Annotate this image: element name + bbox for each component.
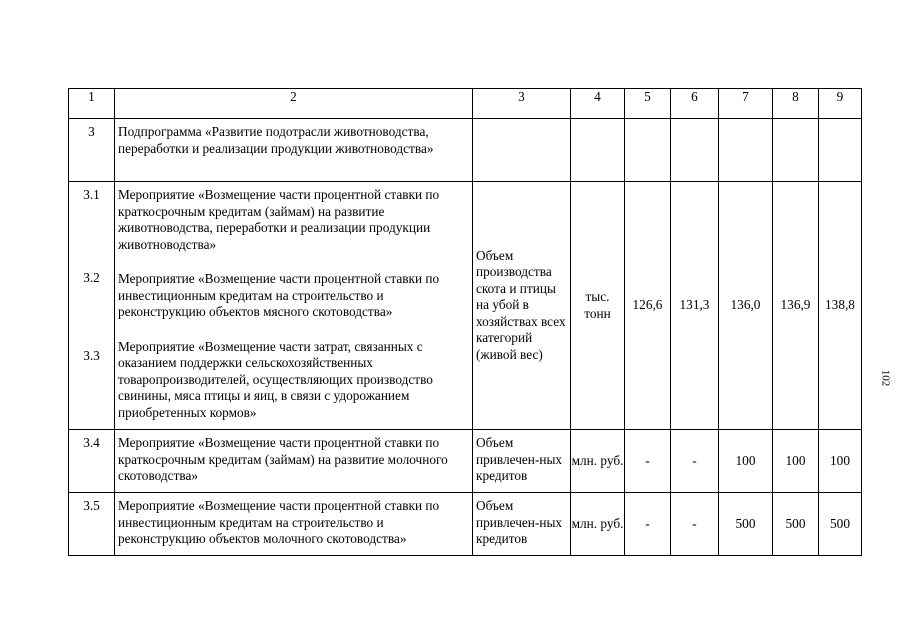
table-row <box>69 182 862 430</box>
value-cell: 100 <box>819 430 862 493</box>
row-number: 3 <box>69 119 115 182</box>
table-row <box>69 119 862 182</box>
row-number: 3.4 <box>69 430 115 493</box>
header-cell: 5 <box>625 89 671 119</box>
empty-cell <box>819 119 862 182</box>
indicator-cell: Объем производства скота и птицы на убой в хозяйствах всех категорий (живой вес) <box>473 182 571 430</box>
header-cell: 6 <box>671 89 719 119</box>
empty-cell <box>773 119 819 182</box>
empty-cell <box>571 119 625 182</box>
row-number: 3.2 <box>83 269 100 285</box>
empty-cell <box>625 119 671 182</box>
value-cell: 100 <box>773 430 819 493</box>
page-number: 102 <box>879 369 892 387</box>
value-cell: - <box>625 430 671 493</box>
value-cell: 500 <box>819 493 862 556</box>
unit-cell: млн. руб. <box>571 430 625 493</box>
measure-name: Мероприятие «Возмещение части процентной ставки по инвестиционным кредитам на строительство и реконструкцию объектов мясного скотоводства» <box>118 271 440 319</box>
indicators-table <box>68 88 862 556</box>
header-cell: 3 <box>473 89 571 119</box>
value-cell: 500 <box>719 493 773 556</box>
header-cell: 2 <box>115 89 473 119</box>
value-cell: 138,8 <box>819 182 862 430</box>
indicator-cell: Объем привлечен-ных кредитов <box>473 493 571 556</box>
value-cell: - <box>671 430 719 493</box>
row-number-group <box>69 182 115 430</box>
header-cell: 7 <box>719 89 773 119</box>
empty-cell <box>473 119 571 182</box>
measure-name: Мероприятие «Возмещение части процентной ставки по инвестиционным кредитам на строительство и реконструкцию объектов молочного скотоводства» <box>115 493 473 556</box>
measure-names <box>115 182 473 430</box>
value-cell: 100 <box>719 430 773 493</box>
value-cell: - <box>671 493 719 556</box>
header-cell: 1 <box>69 89 115 119</box>
row-number: 3.1 <box>83 187 100 202</box>
empty-cell <box>671 119 719 182</box>
header-cell: 9 <box>819 89 862 119</box>
indicator-cell: Объем привлечен-ных кредитов <box>473 430 571 493</box>
value-cell: 136,0 <box>719 182 773 430</box>
table-row <box>69 493 862 556</box>
row-number: 3.3 <box>83 348 100 363</box>
subprogram-name: Подпрограмма «Развитие подотрасли животноводства, переработки и реализации продукции животноводства» <box>115 119 473 182</box>
header-row <box>69 89 862 119</box>
value-cell: 131,3 <box>671 182 719 430</box>
table-row <box>69 430 862 493</box>
measure-name: Мероприятие «Возмещение части затрат, связанных с оказанием поддержки сельскохозяйственных товаропроизводителей, осуществляющих производство свинины, мяса птицы и яиц, в связи с удорожанием приобретенных кормов» <box>118 338 433 420</box>
header-cell: 8 <box>773 89 819 119</box>
unit-cell: млн. руб. <box>571 493 625 556</box>
value-cell: - <box>625 493 671 556</box>
measure-name: Мероприятие «Возмещение части процентной ставки по краткосрочным кредитам (займам) на развитие животноводства, переработки и реализации продукции животноводства» <box>118 187 440 252</box>
measure-name: Мероприятие «Возмещение части процентной ставки по краткосрочным кредитам (займам) на развитие молочного скотоводства» <box>115 430 473 493</box>
row-number: 3.5 <box>69 493 115 556</box>
unit-cell: тыс. тонн <box>571 182 625 430</box>
header-cell: 4 <box>571 89 625 119</box>
value-cell: 500 <box>773 493 819 556</box>
value-cell: 136,9 <box>773 182 819 430</box>
value-cell: 126,6 <box>625 182 671 430</box>
empty-cell <box>719 119 773 182</box>
